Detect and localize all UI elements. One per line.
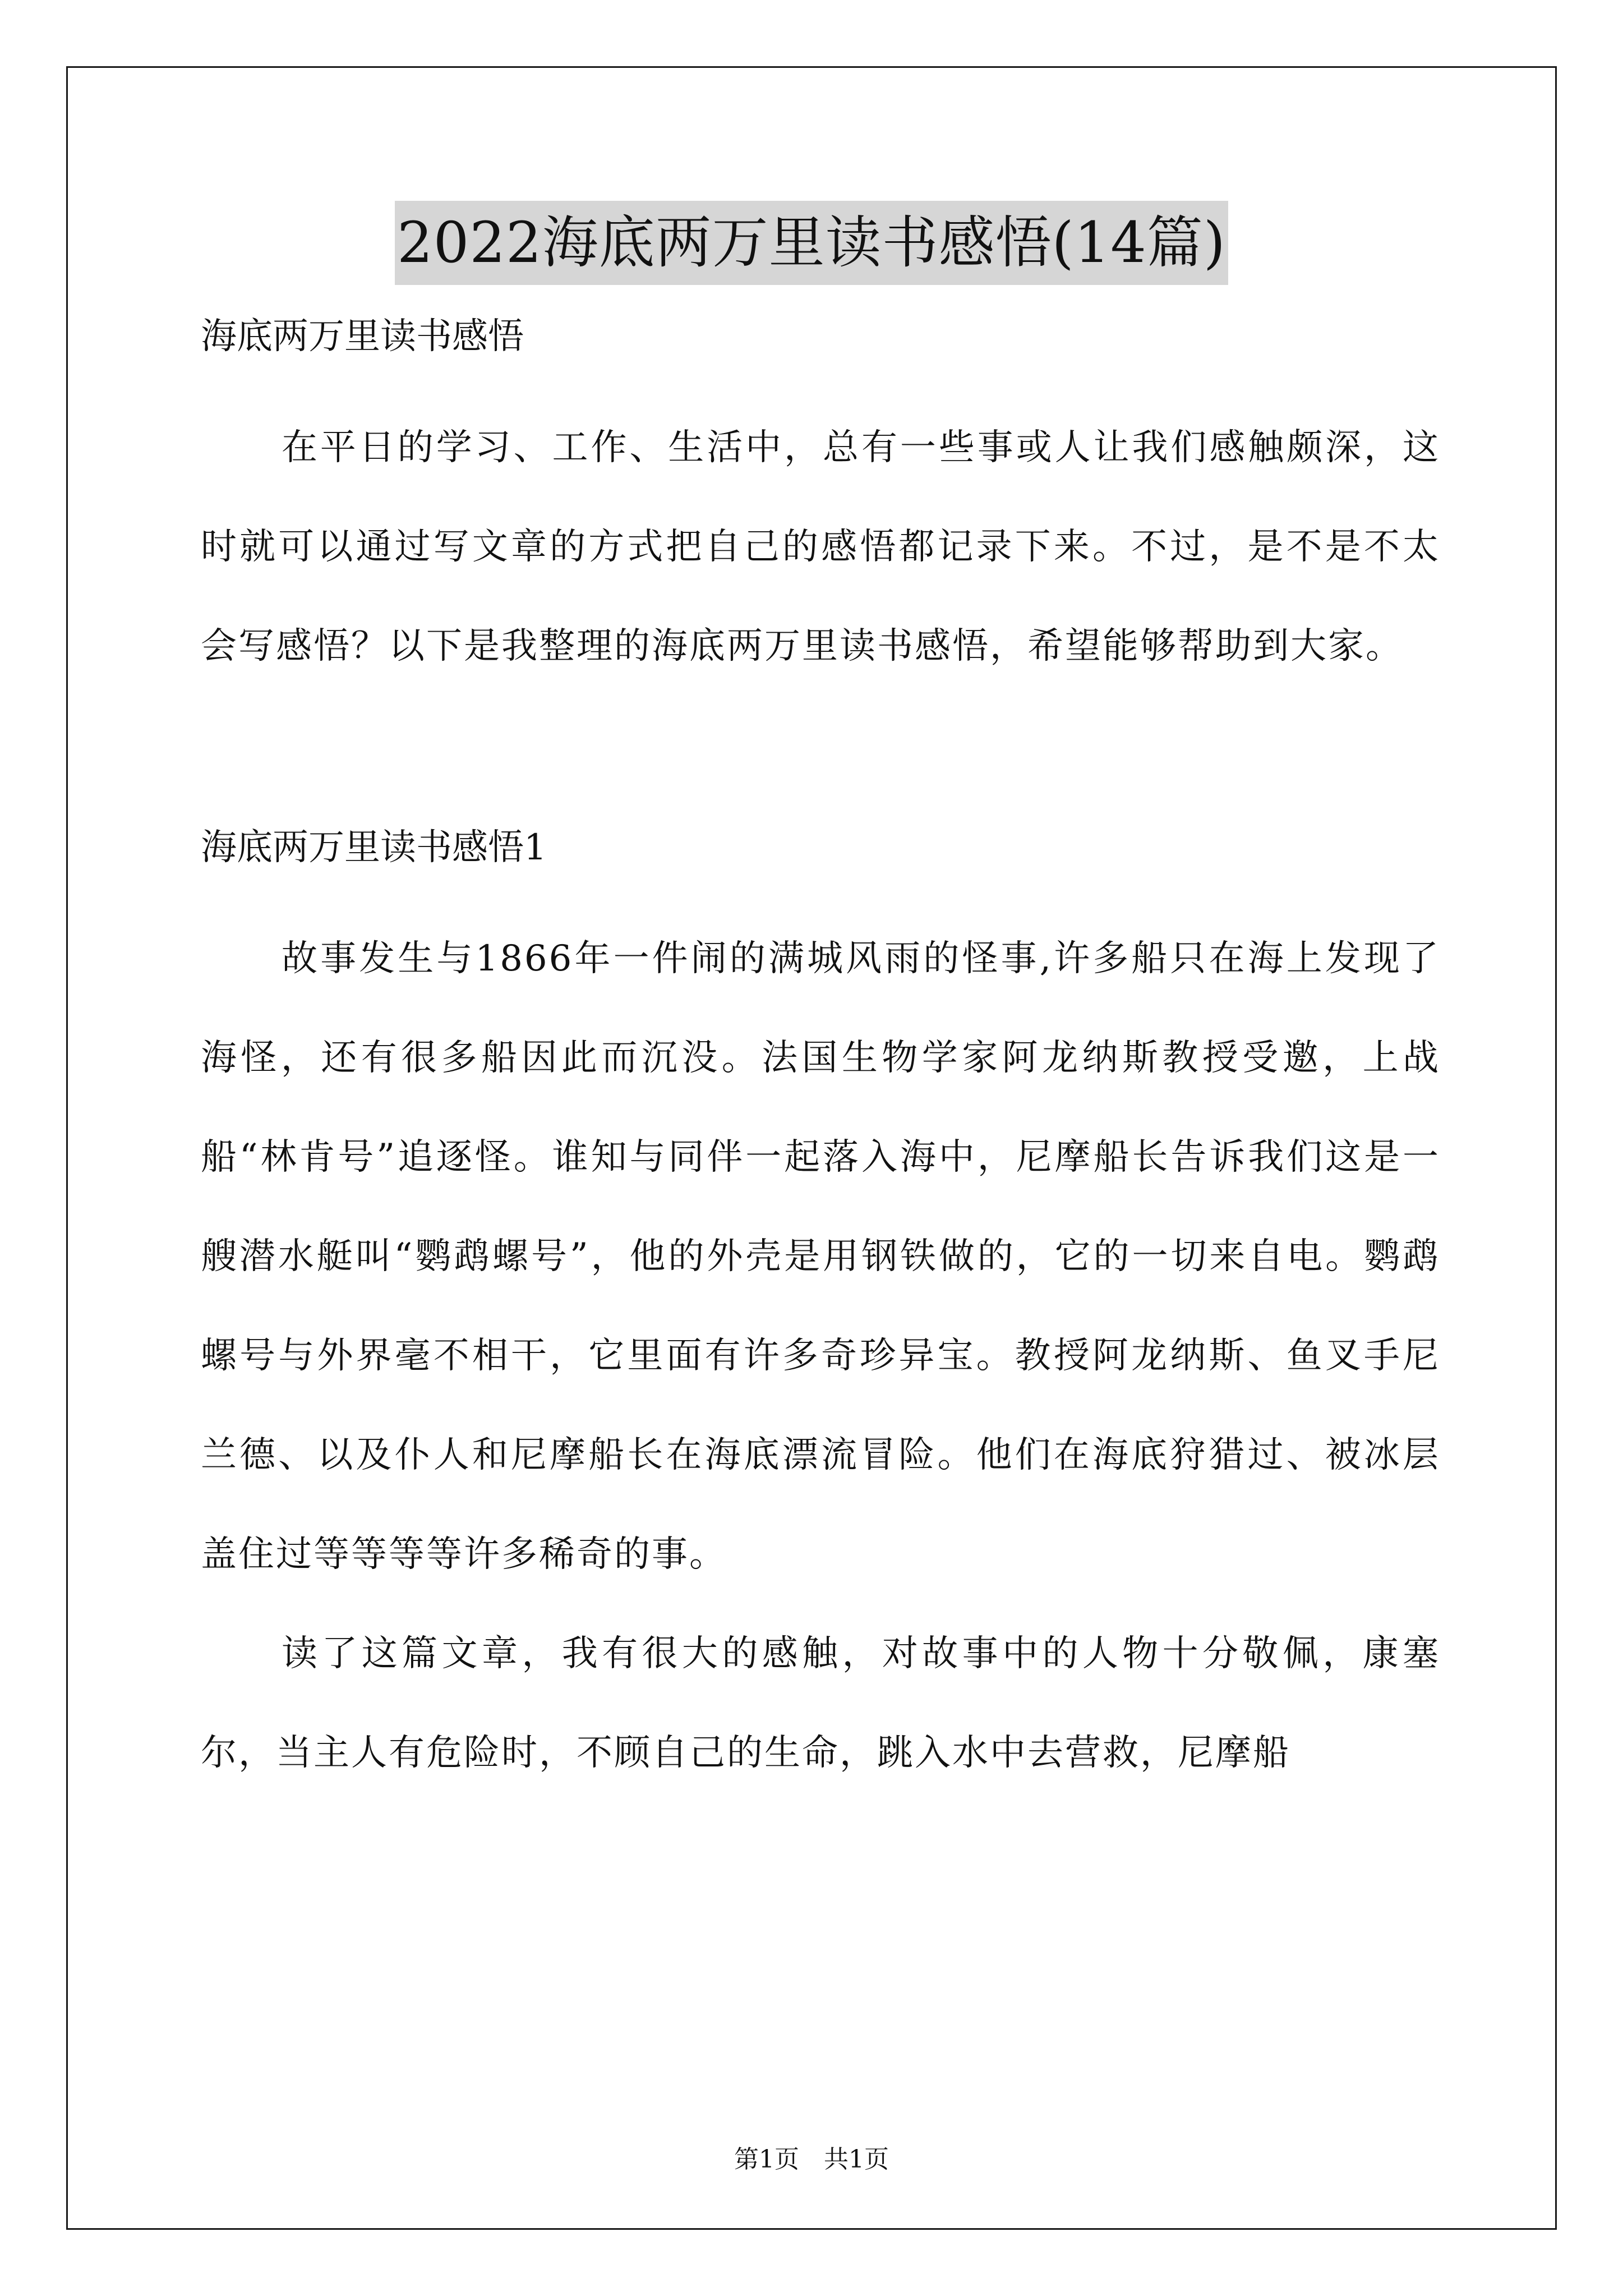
- intro-paragraph: 在平日的学习、工作、生活中，总有一些事或人让我们感触颇深，这时就可以通过写文章的方式把自己的感悟都记录下来。不过，是不是不太会写感悟？以下是我整理的海底两万里读书感悟，希望能够帮助到大家。: [201, 427, 1440, 667]
- section-heading-1: 海底两万里读书感悟1: [201, 827, 547, 868]
- document-body: [201, 314, 1440, 1803]
- section-1-paragraph-2: 读了这篇文章，我有很大的感触，对故事中的人物十分敬佩，康塞尔，当主人有危险时，不顾自己的生命，跳入水中去营救，尼摩船: [201, 1633, 1440, 1774]
- section-1-paragraph-1: 故事发生与1866年一件闹的满城风雨的怪事,许多船只在海上发现了海怪，还有很多船因此而沉没。法国生物学家阿龙纳斯教授受邀，上战船“林肯号”追逐怪。谁知与同伴一起落入海中，尼摩船长告诉我们这是一艘潜水艇叫“鹦鹉螺号”，他的外壳是用钢铁做的，它的一切来自电。鹦鹉螺号与外界毫不相干，它里面有许多奇珍异宝。教授阿龙纳斯、鱼叉手尼兰德、以及仆人和尼摩船长在海底漂流冒险。他们在海底狩猎过、被冰层盖住过等等等等许多稀奇的事。: [201, 938, 1440, 1575]
- document-title: 2022海底两万里读书感悟(14篇): [395, 201, 1228, 285]
- title-container: [0, 201, 1623, 285]
- page-footer: 第1页 共1页: [734, 2145, 889, 2174]
- intro-heading: 海底两万里读书感悟: [201, 316, 524, 357]
